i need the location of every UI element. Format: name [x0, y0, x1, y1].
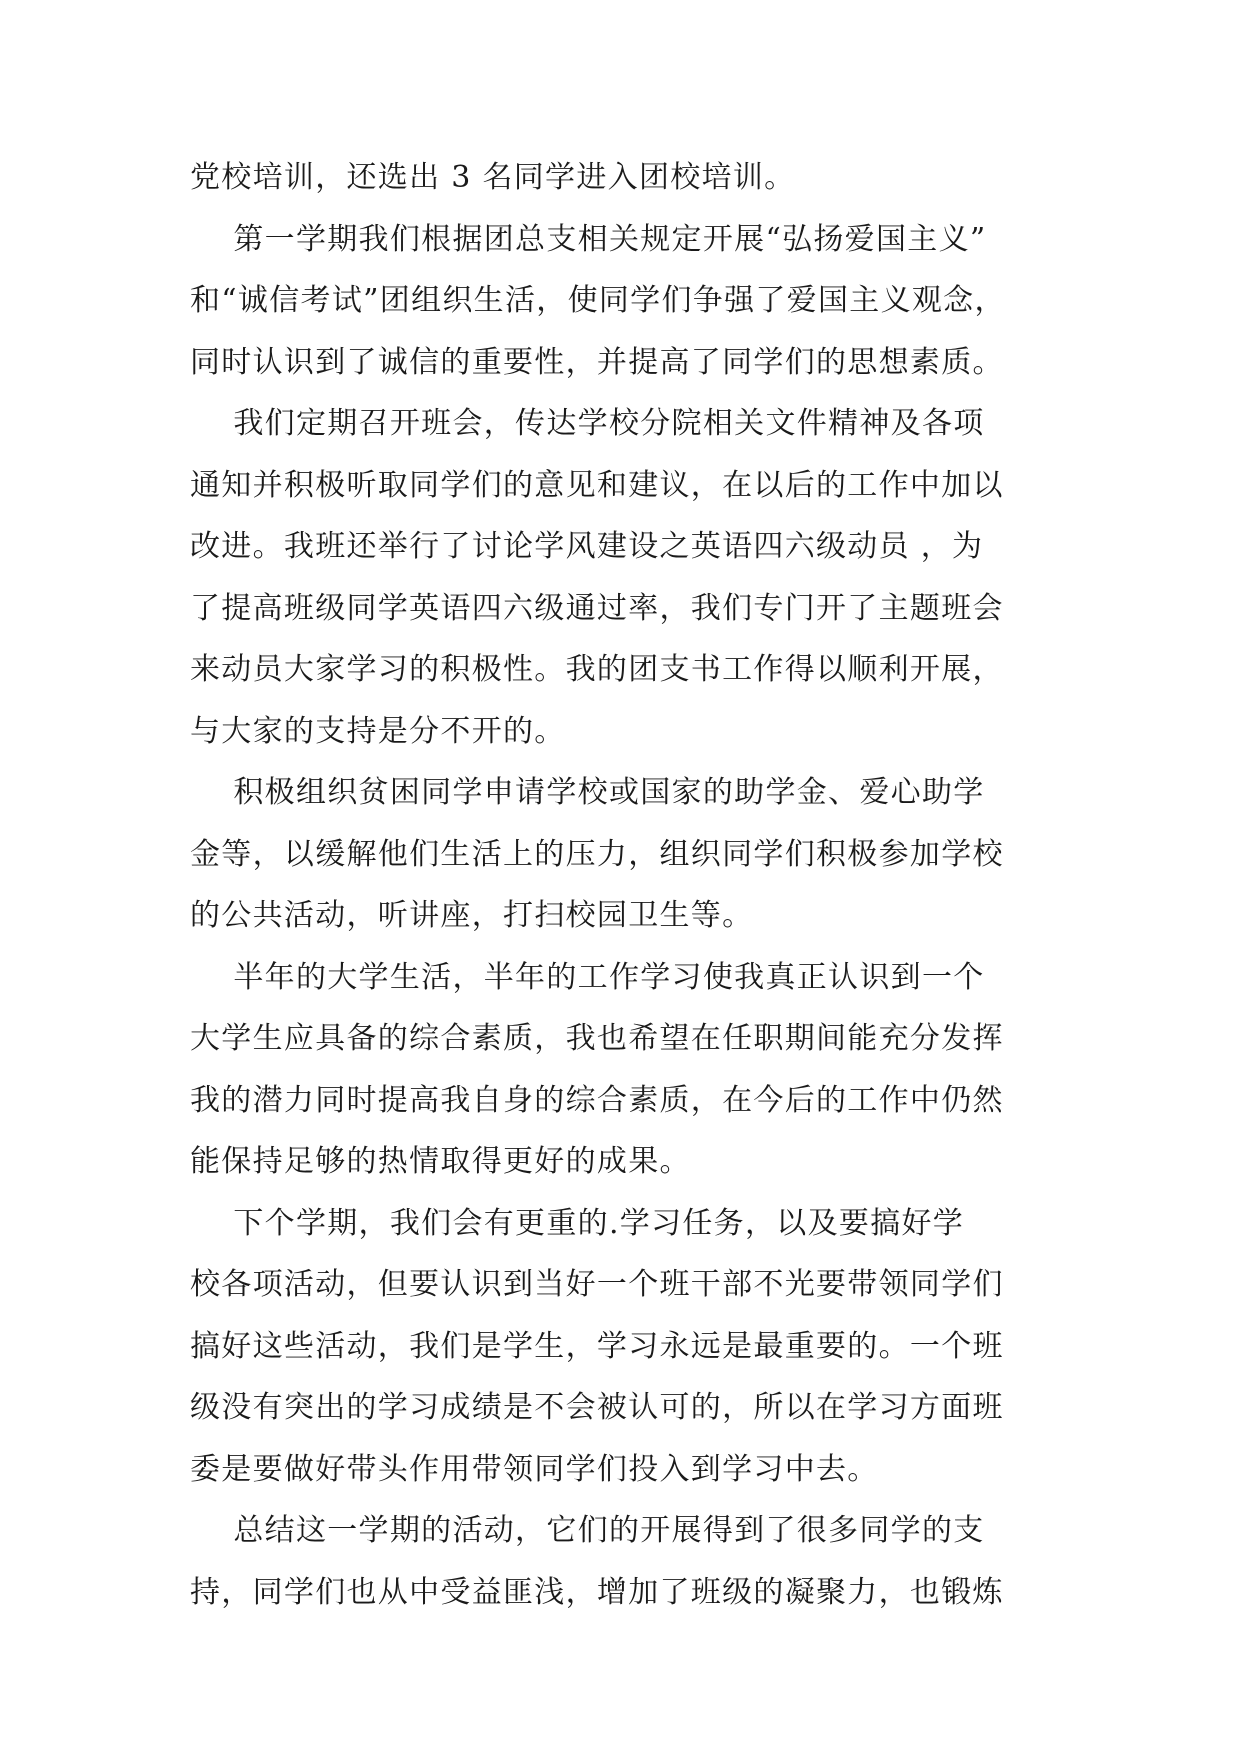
- text-line: 积极组织贫困同学申请学校或国家的助学金、爱心助学: [190, 775, 985, 810]
- text-line: 改进。我班还举行了讨论学风建设之英语四六级动员 ，为: [190, 529, 984, 564]
- text-line: 同时认识到了诚信的重要性，并提高了同学们的思想素质。: [190, 344, 1004, 380]
- text-line: 我们定期召开班会，传达学校分院相关文件精神及各项: [190, 406, 985, 441]
- document-body: [190, 158, 1060, 1634]
- text-line: 级没有突出的学习成绩是不会被认可的，所以在学习方面班: [190, 1390, 1004, 1425]
- text-line: 下个学期，我们会有更重的.学习任务，以及要搞好学: [190, 1205, 965, 1241]
- text-line: 半年的大学生活，半年的工作学习使我真正认识到一个: [190, 959, 985, 995]
- text-line: 与大家的支持是分不开的。: [190, 713, 566, 749]
- text-line: 能保持足够的热情取得更好的成果。: [190, 1144, 691, 1179]
- text-line: 大学生应具备的综合素质，我也希望在任职期间能充分发挥: [190, 1021, 1004, 1056]
- text-line: 委是要做好带头作用带领同学们投入到学习中去。: [190, 1451, 879, 1487]
- text-line: 党校培训，还选出 3 名同学进入团校培训。: [190, 160, 796, 195]
- text-line: 校各项活动，但要认识到当好一个班干部不光要带领同学们: [190, 1267, 1004, 1302]
- text-line: 搞好这些活动，我们是学生，学习永远是最重要的。一个班: [190, 1328, 1004, 1364]
- text-line: 来动员大家学习的积极性。我的团支书工作得以顺利开展，: [190, 652, 1004, 687]
- text-line: 我的潜力同时提高我自身的综合素质，在今后的工作中仍然: [190, 1082, 1004, 1118]
- text-line: 通知并积极听取同学们的意见和建议，在以后的工作中加以: [190, 467, 1004, 503]
- text-line: 的公共活动，听讲座，打扫校园卫生等。: [190, 898, 754, 933]
- text-line: 持，同学们也从中受益匪浅，增加了班级的凝聚力，也锻炼: [190, 1574, 1004, 1610]
- text-line: 总结这一学期的活动，它们的开展得到了很多同学的支: [190, 1513, 985, 1548]
- text-line: 金等，以缓解他们生活上的压力，组织同学们积极参加学校: [190, 836, 1004, 872]
- text-line: 了提高班级同学英语四六级通过率，我们专门开了主题班会: [190, 590, 1004, 626]
- text-line: 第一学期我们根据团总支相关规定开展“弘扬爱国主义”: [190, 221, 987, 257]
- text-line: 和“诚信考试”团组织生活，使同学们争强了爱国主义观念，: [190, 283, 1006, 318]
